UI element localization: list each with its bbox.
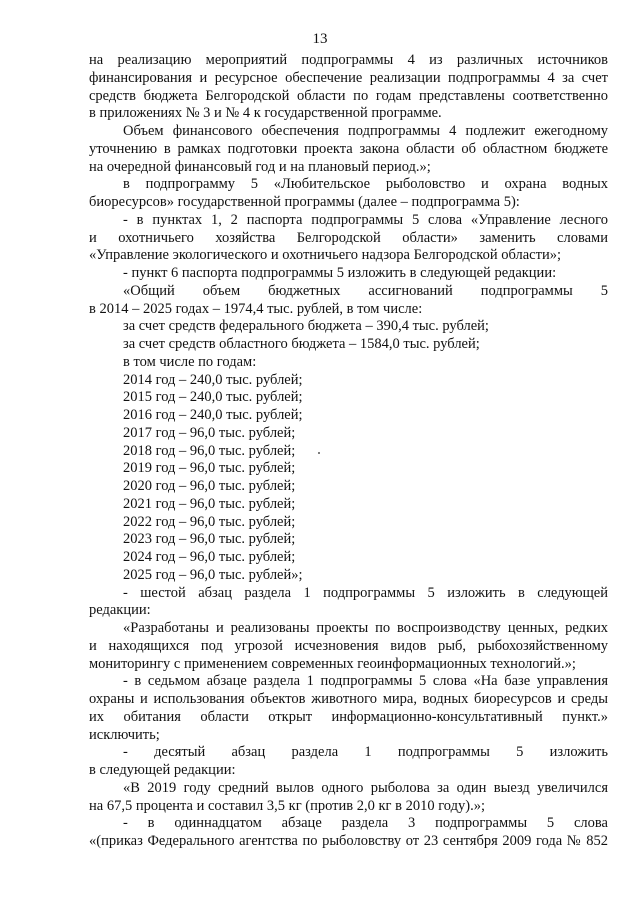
text-line: 2025 год – 96,0 тыс. рублей»; — [123, 566, 303, 583]
text-line: - десятый абзац раздела 1 подпрограммы 5 изложить — [123, 744, 608, 761]
text-line: на 67,5 процента и составил 3,5 кг (против 2,0 кг в 2010 году).»; — [89, 797, 485, 814]
text-line: средств бюджета Белгородской области по годам представлены соответственно — [89, 87, 608, 104]
text-line: и охотничьего хозяйства Белгородской области» заменить словами — [89, 229, 608, 246]
scan-speck — [318, 452, 320, 454]
text-line: «(приказ Федерального агентства по рыболовству от 23 сентября 2009 года № 852 — [89, 833, 608, 849]
text-line: 2015 год – 240,0 тыс. рублей; — [123, 389, 303, 406]
text-line: в 2014 – 2025 годах – 1974,4 тыс. рублей, в том числе: — [89, 300, 423, 317]
text-line: редакции: — [89, 602, 151, 619]
text-line: 2017 год – 96,0 тыс. рублей; — [123, 424, 296, 441]
text-line: - пункт 6 паспорта подпрограммы 5 изложить в следующей редакции: — [123, 265, 557, 281]
text-line: 2022 год – 96,0 тыс. рублей; — [123, 513, 296, 530]
text-line: 2020 год – 96,0 тыс. рублей; — [123, 478, 296, 494]
document-body — [89, 52, 608, 851]
text-line: за счет средств областного бюджета – 1584,0 тыс. рублей; — [123, 336, 480, 352]
text-line: «Общий объем бюджетных ассигнований подпрограммы 5 — [123, 282, 608, 299]
text-line: в следующей редакции: — [89, 762, 236, 778]
text-line: 2018 год – 96,0 тыс. рублей; — [123, 442, 296, 459]
text-line: «Управление экологического и охотничьего надзора Белгородской области»; — [89, 247, 561, 264]
text-line: на реализацию мероприятий подпрограммы 4 из различных источников — [89, 52, 608, 68]
text-line: уточнению в рамках подготовки проекта закона области об областном бюджете — [89, 140, 608, 157]
text-line: 2016 год – 240,0 тыс. рублей; — [123, 407, 303, 423]
text-line: 2014 год – 240,0 тыс. рублей; — [123, 371, 303, 388]
text-line: 2024 год – 96,0 тыс. рублей; — [123, 549, 296, 565]
text-line: - в одиннадцатом абзаце раздела 3 подпрограммы 5 слова — [123, 815, 608, 832]
text-line: биоресурсов» государственной программы (далее – подпрограмма 5): — [89, 194, 520, 210]
text-line: Объем финансового обеспечения подпрограммы 4 подлежит ежегодному — [123, 123, 608, 139]
text-line: «Разработаны и реализованы проекты по воспроизводству ценных, редких — [123, 620, 608, 636]
text-line: за счет средств федерального бюджета – 390,4 тыс. рублей; — [123, 318, 489, 335]
text-line: охраны и использования объектов животного мира, водных биоресурсов и среды — [89, 691, 608, 707]
text-line: 2021 год – 96,0 тыс. рублей; — [123, 495, 296, 512]
text-line: - в седьмом абзаце раздела 1 подпрограммы 5 слова «На базе управления — [123, 673, 608, 690]
text-line: «В 2019 году средний вылов одного рыболова за один выезд увеличился — [123, 779, 608, 796]
text-line: - в пунктах 1, 2 паспорта подпрограммы 5 слова «Управление лесного — [123, 211, 608, 228]
text-line: финансирования и ресурсное обеспечение реализации подпрограммы 4 за счет — [89, 69, 608, 86]
text-line: и находящихся под угрозой исчезновения видов рыб, рыбохозяйственному — [89, 637, 608, 654]
text-line: - шестой абзац раздела 1 подпрограммы 5 изложить в следующей — [123, 584, 608, 601]
text-line: в приложениях № 3 и № 4 к государственной программе. — [89, 105, 442, 122]
text-line: на очередной финансовый год и на плановый период.»; — [89, 158, 431, 175]
text-line: 2019 год – 96,0 тыс. рублей; — [123, 460, 296, 477]
text-line: в том числе по годам: — [123, 353, 257, 370]
text-line: в подпрограмму 5 «Любительское рыболовство и охрана водных — [123, 176, 608, 193]
page-number: 13 — [312, 31, 328, 47]
text-line: их обитания области открыт информационно-консультативный пункт.» — [89, 708, 608, 725]
text-line: исключить; — [89, 726, 160, 743]
text-line: мониторингу с применением современных геоинформационных технологий.»; — [89, 655, 576, 672]
text-line: 2023 год – 96,0 тыс. рублей; — [123, 531, 296, 548]
